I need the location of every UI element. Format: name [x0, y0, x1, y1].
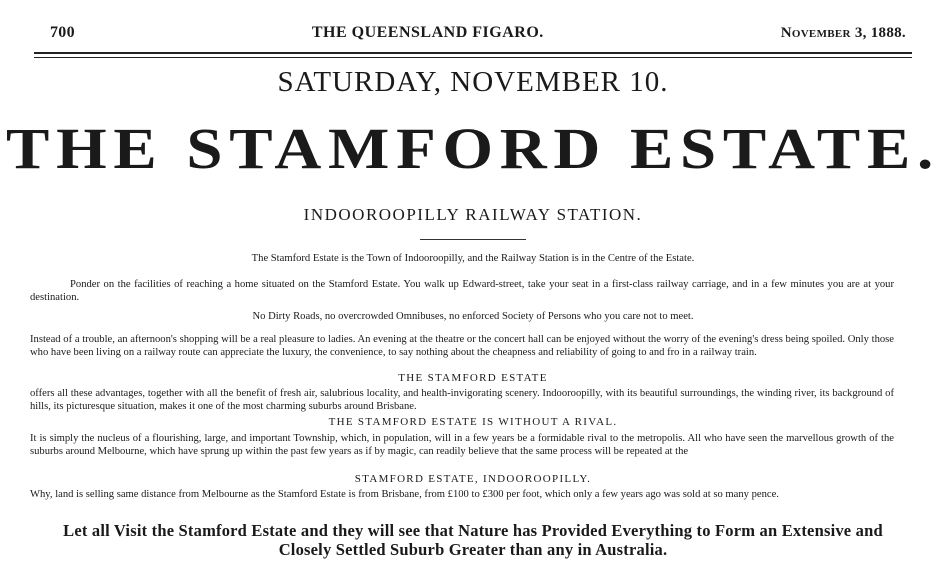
subhead-stamford-estate: THE STAMFORD ESTATE — [398, 372, 548, 384]
issue-date: November 3, 1888. — [780, 25, 906, 41]
subhead-without-rival: THE STAMFORD ESTATE IS WITHOUT A RIVAL. — [328, 416, 618, 428]
paragraph-town: The Stamford Estate is the Town of Indooroopilly, and the Railway Station is in the Centre of the Estate. — [251, 253, 695, 264]
ad-date-line: SATURDAY, NOVEMBER 10. — [277, 66, 669, 98]
paragraph-facilities: Ponder on the facilities of reaching a home situated on the Stamford Estate. You walk up Edward-street, take your seat in a first-class railway carriage, and in a few minutes you are at your destination. — [30, 279, 894, 303]
paragraph-shopping: Instead of a trouble, an afternoon's shopping will be a real pleasure to ladies. An evening at the theatre or the concert hall can be enjoyed without the worry of the evening's dress being spoiled. Only those who have been living on a railway route can appreciate the luxury, the convenience, to say nothing about the cheapness and reliability of going to and fro in a railway train. — [30, 334, 894, 358]
subhead-indooroopilly: STAMFORD ESTATE, INDOOROOPILLY. — [354, 473, 592, 485]
paragraph-advantages: offers all these advantages, together with all the benefit of fresh air, salubrious locality, and health-invigorating scenery. Indooroopilly, with its beautiful surroundings, the winding river, its background of hills, its picturesque situation, makes it one of the most charming suburbs around Brisbane. — [30, 388, 894, 412]
short-divider — [420, 239, 526, 240]
header-rule-thick — [34, 52, 912, 54]
paragraph-no-dirty-roads: No Dirty Roads, no overcrowded Omnibuses, no enforced Society of Persons who you care not to meet. — [252, 311, 694, 322]
paragraph-land-prices: Why, land is selling same distance from Melbourne as the Stamford Estate is from Brisbane, from £100 to £300 per foot, which only a few years ago was sold at so many pence. — [30, 489, 779, 500]
page-header — [50, 24, 906, 48]
header-rule-thin — [34, 57, 912, 58]
page-number: 700 — [50, 24, 75, 41]
ad-station-line: INDOOROOPILLY RAILWAY STATION. — [303, 205, 643, 224]
paragraph-township: It is simply the nucleus of a flourishing, large, and important Township, which, in population, will in a few years be a formidable rival to the metropolis. All who have seen the marvellous growth of the suburbs around Melbourne, which have sprung up within the past few years as if by magic, can readily believe that the same process will be repeated at the — [30, 433, 894, 457]
closing-statement: Let all Visit the Stamford Estate and they will see that Nature has Provided Everything to Form an Extensive and Closely Settled Suburb Greater than any in Australia. — [63, 521, 883, 559]
ad-headline: THE STAMFORD ESTATE. — [6, 116, 940, 181]
publication-title: THE QUEENSLAND FIGARO. — [311, 24, 544, 41]
